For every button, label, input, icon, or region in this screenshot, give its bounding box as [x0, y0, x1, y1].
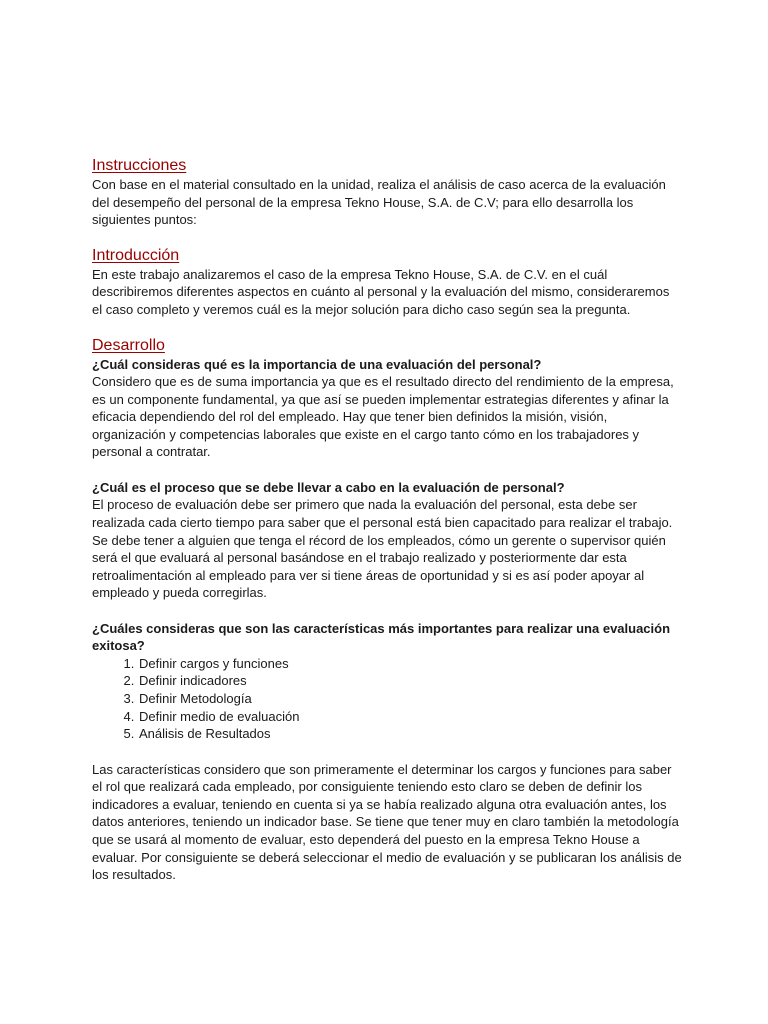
answer-2: El proceso de evaluación debe ser primero que nada la evaluación del personal, esta debe ser realizada cada cierto tiempo para saber que el personal está bien capacitado para realizar el trabajo. Se debe tener a alguien que tenga el récord de los empleados, cómo un gerente o supervisor quién será el que evaluará al personal basándose en el trabajo realizado y posteriormente dar esta retroalimentación al empleado para ver si tiene áreas de oportunidad y si es así poder apoyar al empleado y pueda corregirlas. [92, 497, 673, 601]
list-item: 2. Definir indicadores [138, 672, 682, 690]
question-1: ¿Cuál consideras qué es la importancia de una evaluación del personal? [92, 356, 542, 372]
question-3: ¿Cuáles consideras que son las características más importantes para realizar una evaluación exitosa? [92, 620, 671, 654]
answer-1: Considero que es de suma importancia ya que es el resultado directo del rendimiento de la empresa, es un componente fundamental, ya que así se pueden implementar estrategias diferentes y afinar la eficacia dependiendo del rol del empleado. Hay que tener bien definidos la misión, visión, organización y competencias laborales que existe en el cargo tanto cómo en los trabajadores y personal a contratar. [92, 373, 674, 460]
list-item: 4. Definir medio de evaluación [138, 708, 682, 726]
heading-desarrollo: Desarrollo [92, 336, 165, 354]
instrucciones-text: Con base en el material consultado en la unidad, realiza el análisis de caso acerca de la evaluación del desempeño del personal de la empresa Tekno House, S.A. de C.V; para ello desarrolla los siguientes puntos: [92, 177, 666, 228]
document-page [92, 156, 682, 884]
heading-instrucciones: Instrucciones [92, 157, 187, 174]
list-item: 5. Análisis de Resultados [138, 725, 682, 743]
list-item: 3. Definir Metodología [138, 690, 682, 708]
introduccion-text: En este trabajo analizaremos el caso de la empresa Tekno House, S.A. de C.V. en el cuál describiremos diferentes aspectos en cuánto al personal y la evaluación del mismo, consideraremos el caso completo y veremos cuál es la mejor solución para dicho caso según sea la pregunta. [92, 266, 670, 317]
answer-3: Las características considero que son primeramente el determinar los cargos y funciones para saber el rol que realizará cada empleado, por consiguiente teniendo esto claro se deben de definir los indicadores a evaluar, teniendo en cuenta si ya se había realizado alguna otra evaluación antes, los datos anteriores, teniendo un indicador base. Se tiene que tener muy en claro también la metodología que se usará al momento de evaluar, esto dependerá del puesto en la empresa Tekno House a evaluar. Por consiguiente se deberá seleccionar el medio de evaluación y se publicaran los análisis de los resultados. [92, 761, 682, 883]
list-item: 1. Definir cargos y funciones [138, 655, 682, 673]
question-2: ¿Cuál es el proceso que se debe llevar a cabo en la evaluación de personal? [92, 479, 565, 495]
heading-introduccion: Introducción [92, 246, 180, 264]
criteria-list [92, 655, 682, 743]
